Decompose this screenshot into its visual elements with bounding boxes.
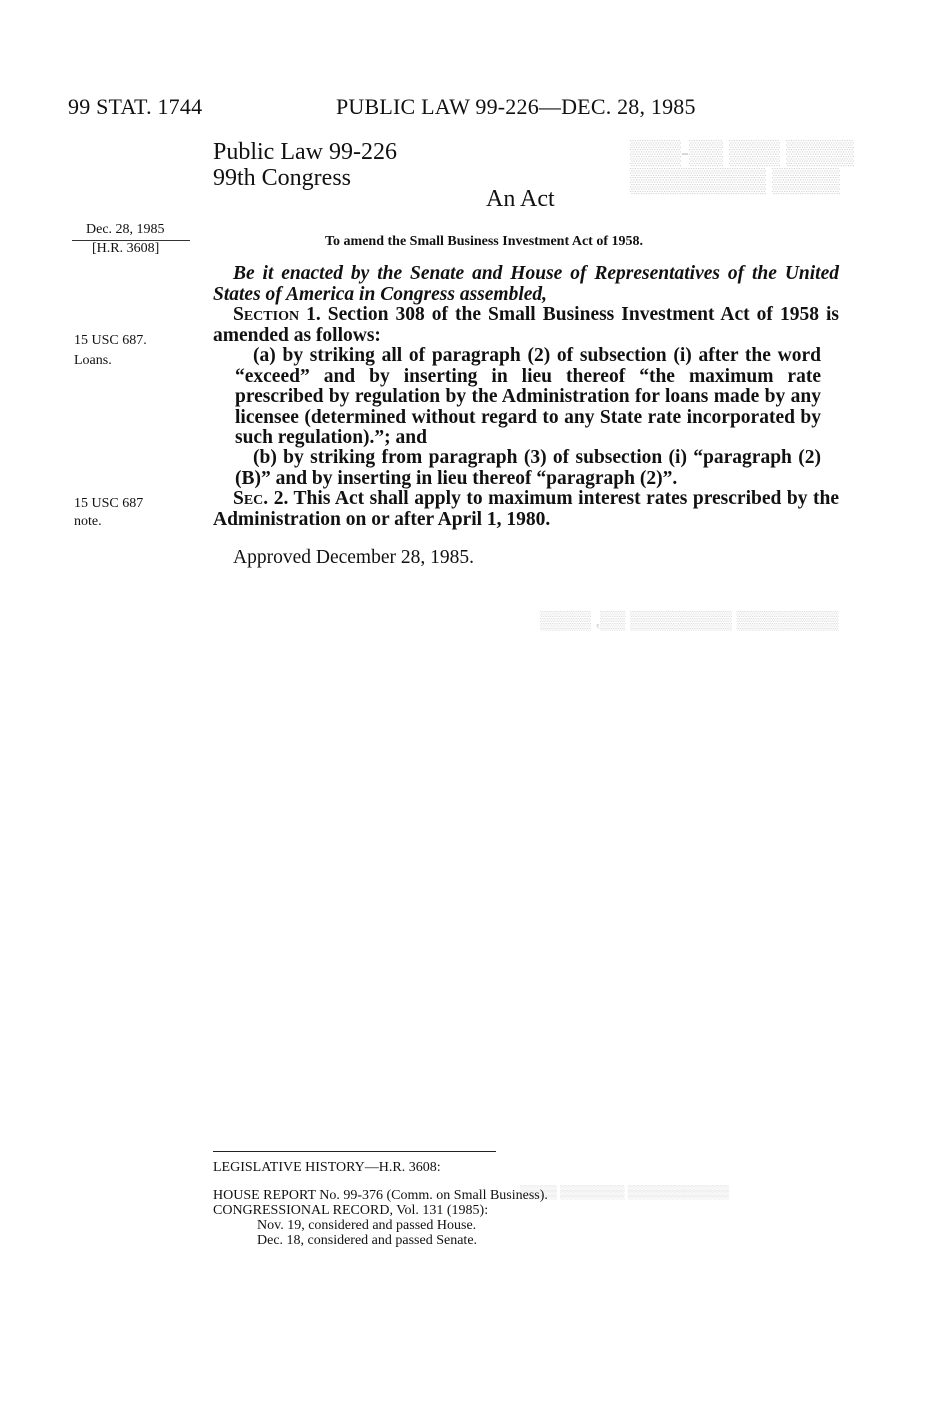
house-report-line: HOUSE REPORT No. 99-376 (Comm. on Small Business).	[213, 1188, 548, 1203]
act-purpose: To amend the Small Business Investment Act of 1958.	[325, 234, 644, 249]
section-2	[213, 489, 839, 530]
bleed-through-decoration: ▒▒▒▒▒▒▒▒▒▒▒ ▒▒▒▒▒▒▒ ▒▒▒▒	[520, 1184, 730, 1199]
congressional-record-line: CONGRESSIONAL RECORD, Vol. 131 (1985):	[213, 1203, 489, 1218]
history-divider	[213, 1151, 496, 1152]
section-1-text: Section 308 of the Small Business Investment Act of 1958 is amended as follows:	[213, 304, 839, 346]
section-2-label: Sec. 2.	[233, 488, 289, 509]
public-law-number: Public Law 99-226	[213, 139, 397, 165]
margin-usc-citation: 15 USC 687.	[74, 333, 147, 348]
bleed-through-decoration: ▒▒▒▒ ▒▒▒ ▒▒-▒▒▒	[630, 140, 855, 166]
enacting-clause: Be it enacted by the Senate and House of Representatives of the United States of America in Congress assembled,	[213, 263, 839, 305]
margin-usc-citation: 15 USC 687	[74, 496, 144, 511]
congress-number: 99th Congress	[213, 165, 351, 191]
house-action-line: Nov. 19, considered and passed House.	[257, 1218, 477, 1233]
legislative-history-title: LEGISLATIVE HISTORY—H.R. 3608:	[213, 1160, 441, 1175]
act-heading: An Act	[486, 186, 555, 212]
senate-action-line: Dec. 18, considered and passed Senate.	[257, 1233, 478, 1248]
margin-bill-number: [H.R. 3608]	[92, 241, 160, 256]
margin-date: Dec. 28, 1985	[86, 222, 165, 237]
running-header: PUBLIC LAW 99-226—DEC. 28, 1985	[336, 94, 696, 119]
approval-date: Approved December 28, 1985.	[233, 547, 474, 568]
section-1-label: Section 1.	[233, 304, 321, 325]
section-1	[213, 305, 839, 346]
paragraph-b: (b) by striking from paragraph (3) of subsection (i) “paragraph (2)(B)” and by inserting in lieu thereof “paragraph (2)”.	[235, 447, 821, 489]
section-2-text: This Act shall apply to maximum interest rates prescribed by the Administration on or after April 1, 1980.	[213, 488, 839, 530]
margin-topic-note: Loans.	[74, 353, 112, 368]
bleed-through-decoration: ▒▒▒▒▒▒▒▒ ▒▒▒▒▒▒▒▒ ▒▒, ▒▒▒▒	[540, 610, 839, 630]
statute-page-reference: 99 STAT. 1744	[68, 94, 203, 119]
paragraph-a: (a) by striking all of paragraph (2) of subsection (i) after the word “exceed” and by inserting in lieu thereof “the maximum rate prescribed by regulation by the Administration for loans made by any licensee (determined without regard to any State rate incorporated by such regulation).”; and	[235, 345, 821, 448]
margin-note-label: note.	[74, 514, 102, 529]
bleed-through-decoration: ▒▒▒▒ ▒▒▒▒▒▒▒▒	[630, 168, 841, 194]
